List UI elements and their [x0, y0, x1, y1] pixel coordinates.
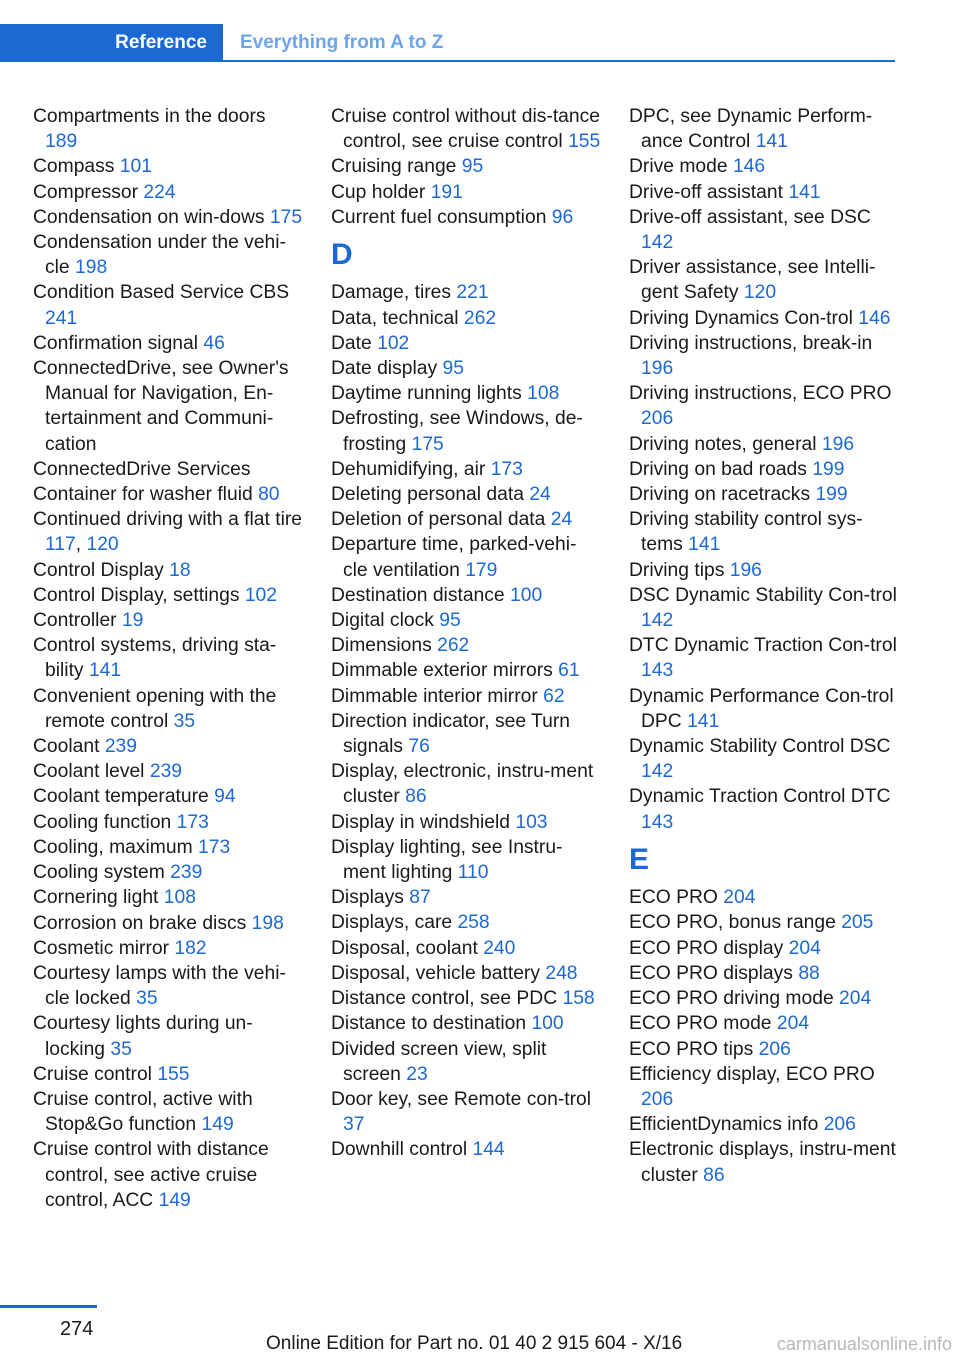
page-reference-link[interactable]: 248	[545, 962, 578, 984]
index-entry	[629, 1037, 899, 1062]
page-reference-link[interactable]: 258	[457, 912, 490, 934]
index-entry	[33, 961, 303, 1011]
index-term: DTC Dynamic Traction Con‐trol	[629, 635, 897, 657]
index-entry	[331, 280, 601, 305]
index-term: Driving notes, general	[629, 433, 817, 455]
index-entry	[33, 885, 303, 910]
page-reference-link[interactable]: 205	[841, 912, 874, 934]
page-reference-link[interactable]: 95	[442, 358, 464, 380]
index-term: Coolant level	[33, 761, 145, 783]
index-entry	[629, 583, 899, 633]
page-reference-link[interactable]: 155	[157, 1063, 190, 1085]
index-term: DPC, see Dynamic Perform‐ance Control	[629, 106, 873, 153]
index-term: Drive-off assistant	[629, 181, 783, 203]
index-term: DSC Dynamic Stability Con‐trol	[629, 584, 897, 606]
index-entry	[33, 457, 303, 482]
page-reference-link[interactable]: 182	[174, 937, 207, 959]
index-term: ECO PRO	[629, 887, 718, 909]
index-term: Driving instructions, ECO PRO	[629, 383, 892, 405]
index-term: Driver assistance, see Intelli‐gent Safety	[629, 257, 876, 304]
index-term: Date display	[331, 358, 438, 380]
index-entry	[629, 910, 899, 935]
page-reference-link[interactable]: 204	[776, 1013, 810, 1035]
index-term: Dimmable interior mirror	[331, 685, 538, 707]
index-entry	[33, 1011, 303, 1061]
page-reference-link[interactable]: 206	[641, 1088, 674, 1110]
page-reference-link[interactable]: 108	[163, 887, 196, 909]
index-term: Cosmetic mirror	[33, 937, 170, 959]
index-term: Container for washer fluid	[33, 484, 253, 506]
index-entry	[629, 306, 899, 331]
page-reference-link[interactable]: 100	[531, 1013, 564, 1035]
index-term: ECO PRO driving mode	[629, 988, 834, 1010]
index-entry	[629, 432, 899, 457]
index-term: Daytime running lights	[331, 383, 522, 405]
index-term: Corrosion on brake discs	[33, 912, 247, 934]
index-entry	[331, 532, 601, 582]
index-term: Dynamic Performance Con‐trol DPC	[629, 685, 894, 732]
index-entry	[629, 986, 899, 1011]
index-entry	[629, 936, 899, 961]
index-column-3	[629, 104, 899, 1188]
index-entry	[331, 608, 601, 633]
index-term: Driving on racetracks	[629, 484, 811, 506]
index-letter-heading: D	[331, 238, 353, 272]
index-entry	[33, 1062, 303, 1087]
watermark: carmanualsonline.info	[776, 1334, 952, 1354]
page-reference-link[interactable]: 191	[430, 181, 463, 203]
index-term: Cruise control, active with Stop&Go function	[33, 1088, 253, 1136]
footer-rule	[0, 1305, 97, 1308]
page-reference-link[interactable]: 224	[143, 181, 176, 203]
index-term: Control Display, settings	[33, 584, 240, 606]
index-entry	[331, 986, 601, 1011]
index-term: ConnectedDrive, see Owner's Manual for Navigation, En‐tertainment and Communi‐cation	[33, 358, 289, 455]
index-term: Downhill control	[331, 1139, 468, 1161]
index-term: Dehumidifying, air	[331, 458, 486, 480]
index-term: Damage, tires	[331, 282, 452, 304]
index-term: Disposal, coolant	[331, 937, 478, 959]
index-term: Control Display	[33, 559, 164, 581]
page-reference-link[interactable]: 110	[457, 862, 489, 884]
index-term: Dimensions	[331, 635, 432, 657]
index-entry	[33, 230, 303, 280]
page-reference-link[interactable]: 262	[463, 307, 497, 329]
index-entry	[331, 306, 601, 331]
page-reference-link[interactable]: 241	[45, 307, 78, 329]
index-entry	[33, 1137, 303, 1213]
page-reference-link[interactable]: 86	[703, 1164, 725, 1186]
index-term: Condensation on win‐dows	[33, 206, 265, 228]
page-reference-link[interactable]: 143	[641, 660, 674, 682]
index-column-1	[33, 104, 303, 1213]
page-reference-link[interactable]: 141	[88, 660, 122, 682]
subsection-title: Everything from A to Z	[240, 32, 444, 53]
index-term: Cup holder	[331, 181, 426, 203]
page-reference-link[interactable]: 35	[136, 988, 158, 1010]
index-term: Cooling, maximum	[33, 836, 193, 858]
index-term: Display, electronic, instru‐ment cluster	[331, 761, 594, 808]
index-entry	[331, 180, 601, 205]
index-entry	[33, 810, 303, 835]
index-entry	[629, 381, 899, 431]
index-term: Cruising range	[331, 156, 457, 178]
page-reference-link[interactable]: 35	[110, 1038, 132, 1060]
index-entry	[33, 633, 303, 683]
index-entry	[629, 104, 899, 154]
index-term: Cooling system	[33, 862, 165, 884]
index-letter-heading: E	[629, 842, 650, 876]
page-reference-link[interactable]: 100	[510, 584, 543, 606]
header-rule	[223, 60, 895, 62]
index-term: Divided screen view, split screen	[331, 1038, 547, 1085]
index-term: Cruise control with distance control, see active cruise control, ACC	[33, 1139, 269, 1211]
index-column-2	[331, 104, 601, 1163]
page-reference-link[interactable]: 141	[755, 131, 788, 153]
index-term: ECO PRO mode	[629, 1013, 772, 1035]
page-reference-link[interactable]: 155	[568, 131, 601, 153]
index-entry	[331, 356, 601, 381]
index-entry	[629, 1062, 899, 1112]
index-entry	[629, 507, 899, 557]
page-reference-link[interactable]: 221	[456, 282, 489, 304]
index-entry	[33, 180, 303, 205]
index-term: Coolant temperature	[33, 786, 209, 808]
index-term: Deletion of personal data	[331, 509, 546, 531]
index-entry	[33, 1087, 303, 1137]
page-reference-link[interactable]: 24	[550, 509, 573, 531]
page-reference-link[interactable]: 206	[641, 408, 674, 430]
page-reference-link[interactable]: 146	[732, 156, 766, 178]
index-entry	[33, 759, 303, 784]
page-reference-link[interactable]: 120	[86, 534, 119, 556]
page-reference-link[interactable]: 173	[198, 836, 231, 858]
index-entry	[331, 381, 601, 406]
page-reference-link[interactable]: 19	[121, 610, 144, 632]
page-reference-link[interactable]: 196	[821, 433, 855, 455]
index-entry	[629, 633, 899, 683]
index-term: Cooling function	[33, 811, 172, 833]
page-reference-link[interactable]: 206	[823, 1114, 856, 1136]
page-reference-link[interactable]: 198	[251, 912, 284, 934]
index-term: Displays, care	[331, 912, 453, 934]
index-term: Driving tips	[629, 559, 725, 581]
page-reference-link[interactable]: 173	[176, 811, 209, 833]
index-term: Date	[331, 332, 372, 354]
index-entry	[331, 910, 601, 935]
index-entry	[331, 709, 601, 759]
page-reference-link[interactable]: 204	[788, 937, 821, 959]
index-entry	[629, 331, 899, 381]
index-term: ConnectedDrive Services	[33, 458, 251, 480]
index-term: Dynamic Stability Control DSC	[629, 736, 891, 758]
index-term: ECO PRO display	[629, 937, 784, 959]
index-term: Digital clock	[331, 610, 434, 632]
index-entry	[33, 583, 303, 608]
page-reference-link[interactable]: 102	[244, 584, 277, 606]
index-entry	[331, 331, 601, 356]
page-reference-link[interactable]: 102	[377, 332, 410, 354]
page-reference-link[interactable]: 95	[461, 156, 484, 178]
index-entry	[33, 784, 303, 809]
index-term: Current fuel consumption	[331, 206, 547, 228]
page-number: 274	[60, 1318, 94, 1340]
page-reference-link[interactable]: 62	[543, 685, 565, 707]
index-entry	[629, 1011, 899, 1036]
index-entry	[33, 104, 303, 154]
index-entry	[33, 734, 303, 759]
index-term: ECO PRO, bonus range	[629, 912, 836, 934]
index-term: Driving instructions, break-in	[629, 332, 873, 354]
page-reference-link[interactable]: 120	[743, 282, 777, 304]
index-entry	[629, 180, 899, 205]
page-reference-link[interactable]: 101	[119, 156, 152, 178]
section-tab: Reference	[0, 24, 223, 62]
index-entry	[331, 205, 601, 230]
page-reference-link[interactable]: 199	[815, 484, 848, 506]
index-term: Driving on bad roads	[629, 458, 807, 480]
index-entry	[33, 558, 303, 583]
index-term: ECO PRO displays	[629, 962, 793, 984]
page-reference-link[interactable]: 240	[483, 937, 516, 959]
page-reference-link[interactable]: 142	[641, 610, 674, 632]
page-reference-link[interactable]: 239	[170, 862, 203, 884]
index-term: Condensation under the vehi‐cle	[33, 232, 286, 279]
page-reference-link[interactable]: 37	[343, 1114, 365, 1136]
index-term: Compartments in the doors	[33, 106, 266, 127]
index-term: Cruise control	[33, 1063, 152, 1085]
index-term: Defrosting, see Windows, de‐frosting	[331, 408, 583, 455]
page-reference-link[interactable]: 196	[729, 559, 762, 581]
index-entry	[331, 154, 601, 179]
index-entry	[33, 860, 303, 885]
index-entry	[629, 784, 899, 834]
index-entry	[331, 759, 601, 809]
page-reference-link[interactable]: 206	[758, 1038, 791, 1060]
page-reference-link[interactable]: 94	[214, 786, 236, 808]
index-entry: Continued driving with a flat tire 117, 120	[33, 509, 303, 556]
index-entry	[629, 1112, 899, 1137]
index-term: Distance to destination	[331, 1013, 527, 1035]
page-reference-link[interactable]: 95	[439, 610, 461, 632]
index-entry	[629, 154, 899, 179]
index-entry	[629, 1137, 899, 1187]
index-entry	[331, 1087, 601, 1137]
index-entry	[629, 961, 899, 986]
page-reference-link[interactable]: 204	[723, 887, 756, 909]
page-reference-link[interactable]: 142	[641, 761, 674, 783]
index-term: ECO PRO tips	[629, 1038, 754, 1060]
page-reference-link[interactable]: 23	[406, 1063, 428, 1085]
index-entry	[331, 482, 601, 507]
page-reference-link[interactable]: 141	[788, 181, 821, 203]
page-reference-link[interactable]: 179	[465, 559, 498, 581]
index-term: Distance control, see PDC	[331, 988, 558, 1010]
index-entry	[629, 255, 899, 305]
index-term: Condition Based Service CBS	[33, 282, 290, 304]
page-reference-link[interactable]: 61	[558, 660, 580, 682]
index-term: Coolant	[33, 736, 100, 758]
index-term: Electronic displays, instru‐ment cluster	[629, 1139, 896, 1186]
page-reference-link[interactable]: 142	[641, 232, 674, 254]
index-term: Deleting personal data	[331, 484, 524, 506]
index-term: Courtesy lamps with the vehi‐cle locked	[33, 962, 286, 1010]
index-entry	[331, 406, 601, 456]
index-entry	[33, 835, 303, 860]
index-entry	[629, 684, 899, 734]
page-reference-link[interactable]: 239	[149, 761, 183, 783]
index-term: Departure time, parked-vehi‐cle ventilation	[331, 534, 577, 581]
index-term: Compass	[33, 156, 115, 178]
page-reference-link[interactable]: 262	[437, 635, 470, 657]
index-term: Data, technical	[331, 307, 459, 329]
page-reference-link[interactable]: 198	[75, 257, 108, 279]
page-reference-link[interactable]: 18	[169, 559, 191, 581]
index-term: Convenient opening with the remote control	[33, 685, 277, 732]
page-reference-link[interactable]: 199	[812, 458, 845, 480]
page-reference-link[interactable]: 196	[641, 358, 674, 380]
index-entry	[33, 154, 303, 179]
index-term: Efficiency display, ECO PRO	[629, 1063, 875, 1085]
page-header	[0, 24, 895, 62]
index-term: Displays	[331, 887, 404, 909]
page-reference-link[interactable]: 35	[173, 710, 196, 732]
page-reference-link[interactable]: 141	[687, 710, 720, 732]
index-entry	[33, 356, 303, 457]
page-reference-link[interactable]: 88	[798, 962, 820, 984]
index-entry	[33, 482, 303, 507]
page-reference-link[interactable]: 175	[269, 206, 303, 228]
index-term: Disposal, vehicle battery	[331, 962, 540, 984]
index-entry	[33, 608, 303, 633]
index-entry	[33, 331, 303, 356]
page-reference-link[interactable]: 175	[411, 433, 444, 455]
index-term: Dimmable exterior mirrors	[331, 660, 553, 682]
page-reference-link[interactable]: 239	[104, 736, 137, 758]
index-entry	[331, 961, 601, 986]
page-reference-link[interactable]: 144	[472, 1139, 505, 1161]
index-entry	[331, 1137, 601, 1162]
index-term: Courtesy lights during un‐locking	[33, 1013, 253, 1060]
index-term: Drive-off assistant, see DSC	[629, 206, 871, 228]
page-reference-link[interactable]: 146	[858, 307, 891, 329]
index-entry	[331, 885, 601, 910]
page-reference-link[interactable]: 108	[527, 383, 560, 405]
index-term: Compressor	[33, 181, 139, 203]
index-entry	[629, 482, 899, 507]
index-entry	[331, 633, 601, 658]
index-entry	[331, 810, 601, 835]
page-reference-link[interactable]: 103	[515, 811, 548, 833]
index-entry	[33, 205, 303, 230]
index-term: Display in windshield	[331, 811, 510, 833]
index-entry	[33, 280, 303, 330]
page-reference-link[interactable]: 143	[641, 811, 674, 833]
index-entry	[331, 936, 601, 961]
index-term: Cornering light	[33, 887, 159, 909]
index-entry	[331, 507, 601, 532]
index-term: Confirmation signal	[33, 332, 199, 354]
page-reference-link[interactable]: 46	[203, 332, 225, 354]
index-entry	[331, 104, 601, 154]
page-reference-link[interactable]: 149	[158, 1189, 191, 1211]
index-term: Driving Dynamics Con‐trol	[629, 307, 853, 329]
index-term: Cruise control without dis‐tance control, see cruise control	[331, 106, 600, 153]
index-entry	[629, 558, 899, 583]
index-entry	[331, 457, 601, 482]
page-reference-link[interactable]: 24	[529, 484, 551, 506]
index-entry	[331, 684, 601, 709]
page-reference-link[interactable]: 173	[490, 458, 523, 480]
index-entry	[629, 205, 899, 255]
page-reference-link[interactable]: 141	[688, 534, 721, 556]
page-reference-link[interactable]: 76	[408, 736, 430, 758]
page-reference-link[interactable]: 117	[45, 534, 76, 556]
index-term: Drive mode	[629, 156, 728, 178]
index-term: Dynamic Traction Control DTC	[629, 786, 891, 808]
page-reference-link[interactable]: 204	[839, 988, 872, 1010]
index-term: Door key, see Remote con‐trol	[331, 1088, 592, 1110]
footer-edition-text: Online Edition for Part no. 01 40 2 915 604 - X/16	[266, 1333, 683, 1354]
index-entry	[629, 885, 899, 910]
index-term: EfficientDynamics info	[629, 1114, 819, 1136]
index-entry	[33, 936, 303, 961]
page-reference-link[interactable]: 149	[201, 1114, 234, 1136]
page-reference-link[interactable]: 189	[45, 131, 78, 153]
page-reference-link[interactable]: 87	[409, 887, 431, 909]
index-entry	[33, 684, 303, 734]
index-term: Direction indicator, see Turn signals	[331, 710, 570, 758]
index-term: Driving stability control sys‐tems	[629, 509, 863, 556]
index-term: Controller	[33, 610, 117, 632]
index-entry	[331, 835, 601, 885]
index-term: Display lighting, see Instru‐ment lighting	[331, 836, 563, 884]
page-reference-link[interactable]: 158	[562, 988, 595, 1010]
index-entry	[331, 658, 601, 683]
page-reference-link[interactable]: 86	[405, 786, 427, 808]
index-entry	[331, 1011, 601, 1036]
page-reference-link[interactable]: 96	[551, 206, 574, 228]
index-entry	[629, 457, 899, 482]
index-entry	[629, 734, 899, 784]
index-entry	[331, 1037, 601, 1087]
index-term: Destination distance	[331, 584, 505, 606]
page-reference-link[interactable]: 80	[258, 484, 280, 506]
index-term: Continued driving with a flat tire	[33, 509, 303, 531]
index-entry	[33, 911, 303, 936]
index-term: Control systems, driving sta‐bility	[33, 635, 277, 682]
index-entry	[331, 583, 601, 608]
